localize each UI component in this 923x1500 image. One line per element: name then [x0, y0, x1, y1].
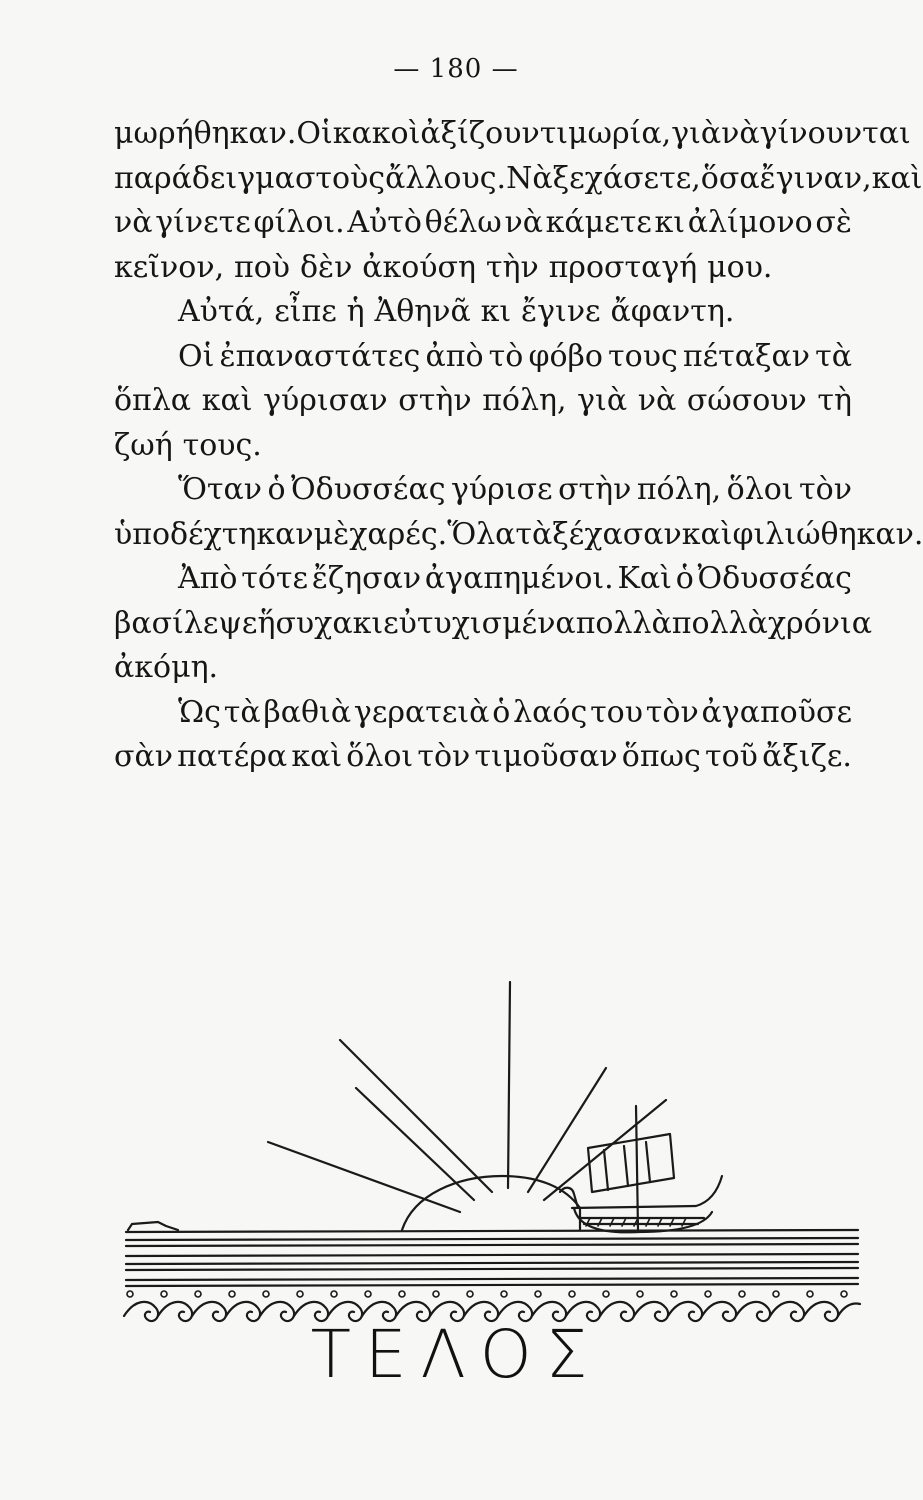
word: πολλὰ — [575, 605, 672, 641]
word: κακοὶ — [332, 116, 421, 151]
word: τὸν — [799, 472, 852, 507]
word: ἀγαποῦσε — [701, 694, 852, 730]
word: ἔγινε — [521, 294, 601, 329]
word: πέταξαν — [682, 338, 811, 374]
word: κι — [352, 605, 384, 641]
word: ἄφαντη. — [610, 294, 735, 329]
text-line — [114, 157, 923, 202]
word: εὐτυχισμένα — [383, 605, 576, 641]
word: ὅπλα — [114, 383, 192, 418]
word: ἀκόμη. — [114, 650, 219, 685]
ending-title: ΤΕΛΟΣ — [310, 1316, 602, 1393]
word: τοῦ — [704, 739, 758, 774]
word: ἥσυχα — [257, 605, 353, 641]
word: ἡ — [346, 294, 365, 329]
word: καὶ — [201, 383, 253, 418]
word: ὅσα — [700, 160, 760, 196]
word: στὴν — [558, 472, 632, 507]
word: Καὶ — [617, 561, 672, 596]
word: νὰ — [504, 205, 543, 240]
word: ποὺ — [234, 249, 291, 285]
word: ἀγαπημένοι. — [424, 561, 614, 596]
word: Νὰ — [506, 160, 553, 196]
word: μωρήθηκαν. — [114, 116, 297, 151]
word: σώσουν — [686, 383, 807, 418]
word: του — [590, 694, 643, 730]
word: νὰ — [637, 383, 677, 418]
island — [128, 1222, 178, 1230]
word: πόλη, — [636, 472, 722, 507]
word: ὅλοι — [726, 472, 794, 507]
word: Ἀθηνᾶ — [374, 294, 471, 329]
word: ὁ — [492, 694, 511, 730]
word: χαρές. — [349, 516, 448, 552]
word: πόλη, — [482, 383, 567, 418]
word: ὅπως — [621, 739, 701, 774]
word: ἔζησαν — [311, 561, 422, 596]
text-line — [114, 735, 852, 780]
word: τότε — [241, 561, 309, 596]
word: τους — [608, 338, 678, 374]
word: Ὅλα — [447, 516, 516, 552]
text-line — [114, 646, 852, 691]
word: ἐπαναστάτες — [219, 338, 421, 374]
word: γίνετε — [155, 205, 251, 240]
word: ἔγιναν, — [759, 160, 872, 196]
word: καὶ — [681, 516, 733, 552]
text-line — [114, 602, 872, 647]
word: τιμωρία, — [539, 116, 672, 151]
word: καὶ — [291, 739, 343, 774]
word: Οἱ — [296, 116, 333, 151]
sea — [126, 1230, 858, 1286]
word: Οἱ — [178, 338, 215, 374]
text-line — [114, 557, 852, 602]
word: σὲ — [815, 205, 852, 240]
word: παράδειγμα — [114, 160, 295, 196]
word: ὁ — [675, 561, 694, 596]
word: Ὀδυσσέας — [697, 561, 852, 596]
text-line — [114, 468, 852, 513]
word: Ἀπὸ — [178, 561, 238, 596]
word: προσταγή — [548, 249, 698, 285]
word: γίνουνται — [759, 116, 911, 151]
text-line — [114, 335, 852, 380]
word: τὰ — [815, 338, 852, 374]
word: ὅλοι — [346, 739, 414, 774]
word: ξέχασαν — [552, 516, 682, 552]
text-line — [114, 201, 852, 246]
word: τους. — [182, 427, 262, 463]
text-line — [114, 424, 852, 469]
word: ὁ — [267, 472, 286, 507]
word: ὑποδέχτηκαν — [114, 516, 314, 552]
word: βαθιὰ — [263, 694, 352, 730]
word: φίλοι. — [253, 205, 345, 240]
text-line — [114, 112, 911, 157]
word: τὸν — [645, 694, 699, 730]
word: τὴ — [817, 383, 852, 418]
ship — [560, 1106, 722, 1232]
sun-half-disc — [402, 1176, 580, 1230]
word: ἄλλους. — [385, 160, 507, 196]
word: Αὐτά, — [178, 294, 265, 329]
word: φιλιώθηκαν. — [732, 516, 923, 552]
word: κεῖνον, — [114, 249, 225, 285]
word: τὰ — [515, 516, 553, 552]
word: ζωή — [114, 427, 173, 463]
word: ἀλίμονο — [687, 205, 813, 240]
word: χρόνια — [767, 605, 872, 641]
word: στοὺς — [294, 160, 386, 196]
word: κάμετε — [545, 205, 652, 240]
word: Ὀδυσσέας — [291, 472, 446, 507]
word: ἀπὸ — [425, 338, 484, 374]
word: μὲ — [313, 516, 350, 552]
word: τὸν — [417, 739, 471, 774]
body-text — [114, 112, 923, 780]
word: πολλὰ — [671, 605, 768, 641]
word: ἀξίζουν — [420, 116, 540, 151]
text-line — [114, 379, 852, 424]
word: ξεχάσετε, — [552, 160, 701, 196]
word: Ὡς — [178, 694, 221, 730]
text-line — [114, 246, 852, 291]
word: Ὅταν — [178, 472, 263, 507]
word: φόβο — [528, 338, 603, 374]
word: κι — [654, 205, 686, 240]
word: βασίλεψε — [114, 605, 258, 641]
word: σὰν — [114, 739, 173, 774]
word: ἄξιζε. — [762, 739, 852, 774]
word: νὰ — [114, 205, 153, 240]
page-number: — 180 — — [393, 54, 519, 84]
word: εἶπε — [274, 294, 337, 329]
text-line — [114, 290, 852, 335]
word: τὸ — [488, 338, 524, 374]
word: στὴν — [398, 383, 472, 418]
word: θέλω — [424, 205, 502, 240]
word: καὶ — [871, 160, 923, 196]
word: πατέρα — [177, 739, 288, 774]
word: νὰ — [721, 116, 760, 151]
word: τὴν — [485, 249, 539, 285]
word: γύρισε — [450, 472, 553, 507]
text-line — [114, 513, 923, 558]
word: τὰ — [223, 694, 261, 730]
word: γιὰ — [671, 116, 722, 151]
word: γιὰ — [577, 383, 628, 418]
word: μου. — [707, 249, 773, 285]
word: κι — [480, 294, 512, 329]
word: γύρισαν — [263, 383, 388, 418]
text-line — [114, 691, 852, 736]
word: ἀκούση — [362, 249, 476, 285]
word: λαός — [513, 694, 588, 730]
word: δὲν — [299, 249, 353, 285]
word: γερατειὰ — [353, 694, 490, 730]
word: τιμοῦσαν — [474, 739, 618, 774]
word: Αὐτὸ — [347, 205, 422, 240]
